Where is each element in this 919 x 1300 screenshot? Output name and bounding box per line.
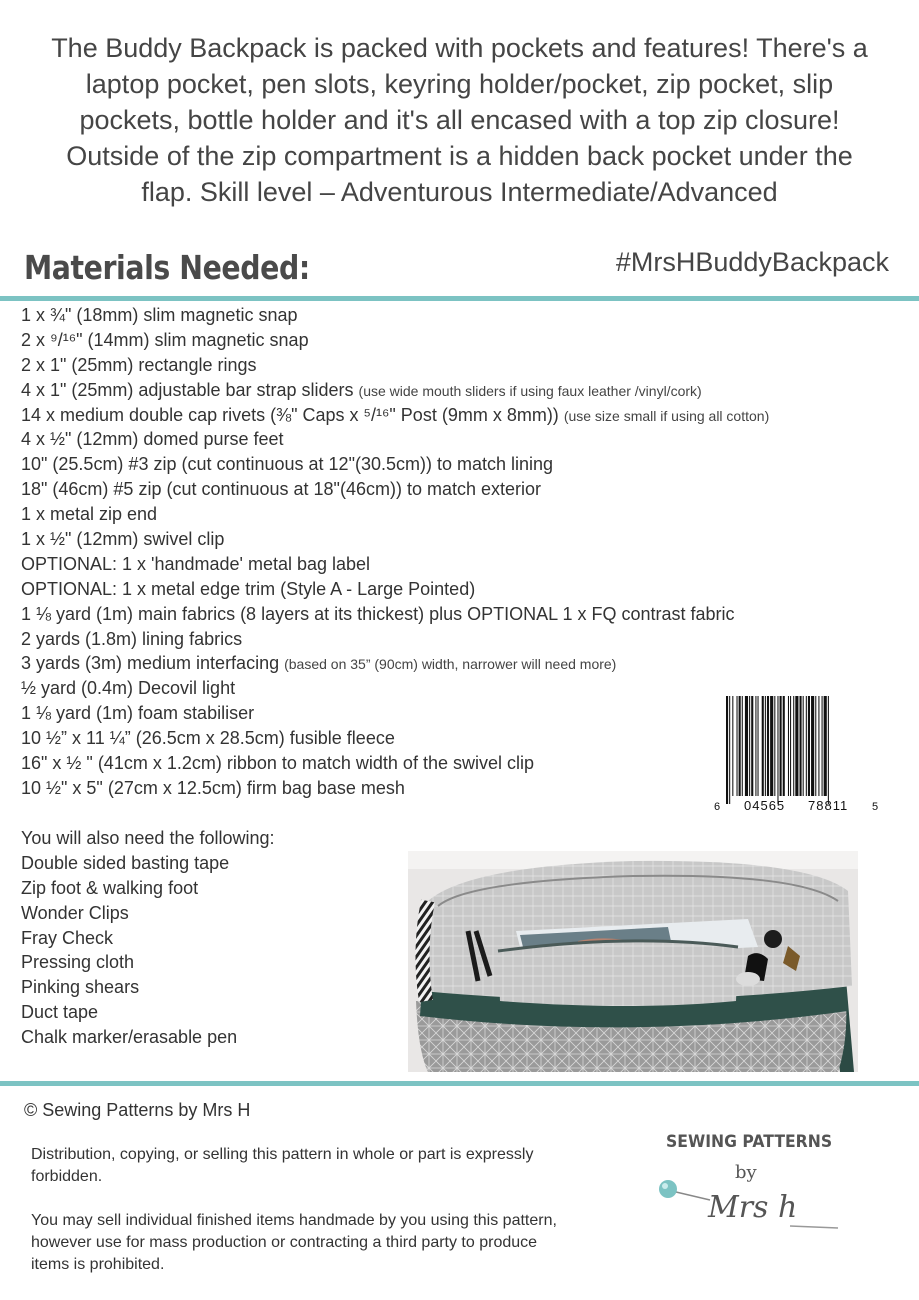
barcode-bar	[811, 696, 814, 796]
also-need-item: Fray Check	[21, 927, 114, 948]
material-item: 1 ⅛ yard (1m) foam stabiliser	[21, 703, 255, 724]
barcode-bar	[808, 696, 810, 796]
barcode-bar	[732, 696, 733, 796]
bottom-divider	[0, 1081, 919, 1086]
material-item: 3 yards (3m) medium interfacing (based on 35” (90cm) width, narrower will need more)	[21, 653, 617, 674]
legal-paragraph: Distribution, copying, or selling this pattern in whole or part is expressly forbidden.	[31, 1146, 534, 1185]
barcode-digit-left: 6	[714, 801, 721, 813]
also-need-item: Chalk marker/erasable pen	[21, 1027, 238, 1048]
also-need-item: Pressing cloth	[21, 952, 135, 973]
material-item: 14 x medium double cap rivets (⅜" Caps x ⁵/¹⁶" Post (9mm x 8mm)) (use size small if using all cotton)	[21, 404, 770, 425]
barcode-bar	[749, 696, 750, 796]
top-divider	[0, 296, 919, 301]
barcode-bar	[762, 696, 764, 796]
logo-line-3: Mrs h	[708, 1190, 798, 1225]
barcode-group-2: 78811	[808, 798, 849, 813]
barcode-bar	[765, 696, 766, 796]
barcode-bar	[788, 696, 789, 796]
barcode-bar	[737, 696, 738, 796]
barcode-bar	[828, 696, 829, 804]
material-item: 2 x 1" (25mm) rectangle rings	[21, 354, 257, 375]
material-item: 2 x ⁹/¹⁶" (14mm) slim magnetic snap	[21, 329, 309, 350]
legal-paragraph: You may sell individual finished items handmade by you using this pattern, however use for mass production or contracting a third party to produce items is prohibited.	[31, 1212, 557, 1273]
material-item: 18" (46cm) #5 zip (cut continuous at 18"(46cm)) to match exterior	[21, 479, 541, 500]
also-need-item: Zip foot & walking foot	[21, 877, 199, 898]
barcode-bar	[800, 696, 802, 796]
also-need-item: Pinking shears	[21, 977, 140, 998]
material-item: 10 ½" x 5" (27cm x 12.5cm) firm bag base mesh	[21, 777, 405, 798]
materials-heading: Materials Needed:	[24, 248, 310, 287]
barcode-bar	[770, 696, 773, 796]
material-item: 4 x ½" (12mm) domed purse feet	[21, 429, 284, 450]
sewing-pin-icon	[650, 1172, 850, 1242]
barcode-bar	[806, 696, 807, 796]
also-need-heading: You will also need the following:	[21, 828, 275, 848]
intro-line: laptop pocket, pen slots, keyring holder/pocket, zip pocket, slip	[85, 69, 834, 99]
intro-paragraph	[18, 30, 901, 210]
copyright-text: © Sewing Patterns by Mrs H	[24, 1100, 251, 1120]
barcode-bar	[824, 696, 827, 796]
material-item: 1 ⅛ yard (1m) main fabrics (8 layers at its thickest) plus OPTIONAL 1 x FQ contrast fabric	[21, 603, 735, 624]
barcode-bar	[793, 696, 794, 796]
backpack-interior-photo	[408, 851, 858, 1072]
barcode-digit-right: 5	[872, 801, 879, 813]
also-need-item: Duct tape	[21, 1002, 99, 1023]
material-item: 2 yards (1.8m) lining fabrics	[21, 628, 243, 649]
barcode-bar	[745, 696, 748, 796]
material-item: 10" (25.5cm) #3 zip (cut continuous at 12"(30.5cm)) to match lining	[21, 454, 554, 475]
barcode-bar	[783, 696, 785, 796]
material-item: 4 x 1" (25mm) adjustable bar strap sliders (use wide mouth sliders if using faux leather /vinyl/cork)	[21, 379, 702, 400]
barcode-bar	[803, 696, 804, 796]
barcode-bar	[742, 696, 743, 796]
barcode-bar	[777, 696, 778, 804]
material-item: 1 x ¾" (18mm) slim magnetic snap	[21, 305, 298, 325]
also-need-list	[21, 826, 275, 1050]
barcode-bar	[818, 696, 819, 796]
barcode-bar	[726, 696, 728, 804]
material-item: 1 x ½" (12mm) swivel clip	[21, 529, 225, 550]
brand-logo	[650, 1132, 850, 1242]
barcode-bar	[751, 696, 753, 796]
intro-line: flap. Skill level – Adventurous Intermediate/Advanced	[141, 177, 778, 207]
material-item: OPTIONAL: 1 x metal edge trim (Style A - Large Pointed)	[21, 578, 476, 599]
material-item: ½ yard (0.4m) Decovil light	[21, 678, 236, 699]
also-need-item: Double sided basting tape	[21, 852, 230, 873]
intro-line: Outside of the zip compartment is a hidden back pocket under the	[66, 141, 853, 171]
barcode-bar	[758, 696, 759, 796]
barcode-bar	[795, 696, 798, 796]
logo-line-2: by	[735, 1162, 757, 1183]
material-item: 16" x ½ " (41cm x 1.2cm) ribbon to match width of the swivel clip	[21, 753, 534, 774]
intro-line: pockets, bottle holder and it's all encased with a top zip closure!	[79, 105, 840, 135]
barcode-bar	[780, 696, 782, 796]
barcode-bar	[729, 696, 730, 804]
barcode	[712, 696, 882, 814]
also-need-item: Wonder Clips	[21, 902, 129, 923]
hashtag: #MrsHBuddyBackpack	[615, 247, 889, 277]
legal-notice	[31, 1144, 571, 1298]
barcode-bar	[767, 696, 769, 796]
barcode-bar	[774, 696, 775, 796]
barcode-bar	[822, 696, 823, 796]
barcode-bar	[739, 696, 741, 796]
barcode-bar	[790, 696, 791, 796]
barcode-group-1: 04565	[744, 798, 786, 813]
intro-line: The Buddy Backpack is packed with pockets and features! There's a	[51, 33, 868, 63]
barcode-bar	[815, 696, 816, 796]
material-item: 1 x metal zip end	[21, 504, 158, 525]
logo-line-1: SEWING PATTERNS	[666, 1132, 833, 1152]
barcode-bar	[755, 696, 756, 796]
material-item: 10 ½” x 11 ¼” (26.5cm x 28.5cm) fusible fleece	[21, 728, 395, 749]
material-item: OPTIONAL: 1 x 'handmade' metal bag label	[21, 553, 371, 574]
